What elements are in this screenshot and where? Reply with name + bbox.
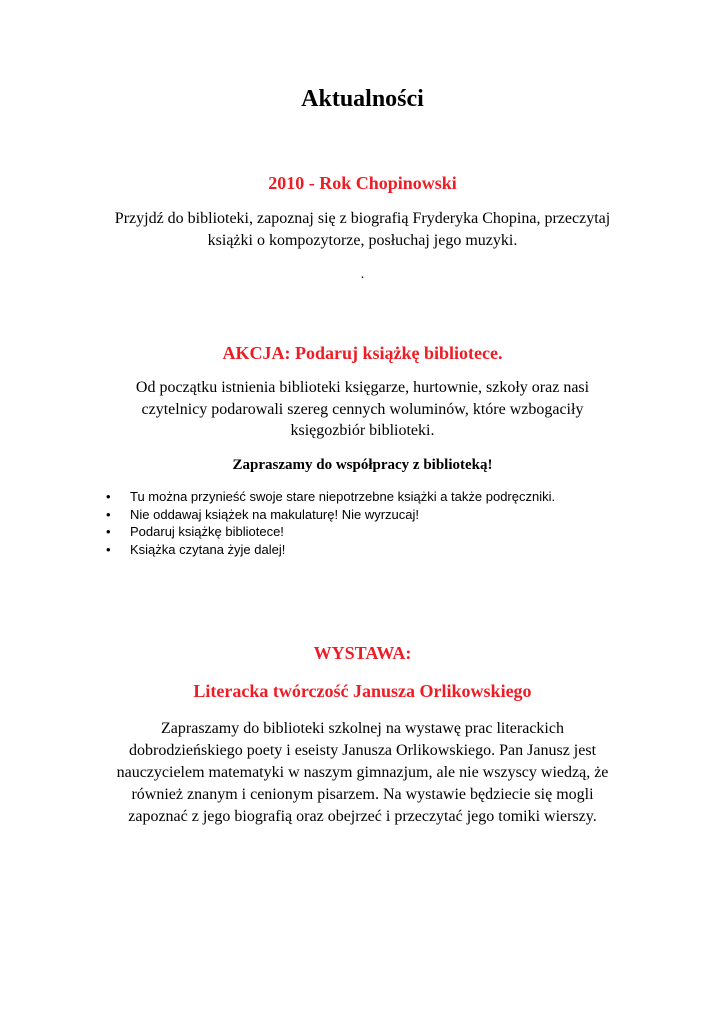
list-item-text: Nie oddawaj książek na makulaturę! Nie wyrzucaj! xyxy=(130,506,420,522)
list-item xyxy=(104,541,664,559)
list-item-text: Tu można przynieść swoje stare niepotrzebne książki a także podręczniki. xyxy=(130,489,556,504)
paragraph-line: Od początku istnienia biblioteki księgarze, hurtownie, szkoły oraz nasi xyxy=(135,379,590,396)
bullet-list xyxy=(104,488,664,558)
paragraph-line: księgozbiór biblioteki. xyxy=(290,422,435,439)
list-item-text: Książka czytana żyje dalej! xyxy=(130,541,286,557)
bullet-icon: • xyxy=(106,524,111,539)
list-item-text: Podaruj książkę bibliotece! xyxy=(130,524,284,539)
paragraph-line: Przyjdź do biblioteki, zapoznaj się z biografią Fryderyka Chopina, przeczytaj xyxy=(114,210,611,227)
paragraph-line: czytelnicy podarowali szereg cennych woluminów, które wzbogaciły xyxy=(141,401,584,418)
paragraph-line: dobrodzieńskiego poety i eseisty Janusza Orlikowskiego. Pan Janusz jest xyxy=(128,742,597,759)
paragraph-line: nauczycielem matematyki w naszym gimnazjum, ale nie wszyscy wiedzą, że xyxy=(116,764,609,781)
bullet-icon: • xyxy=(106,541,111,557)
paragraph-line: również znanym i cenionym pisarzem. Na wystawie będziecie się mogli xyxy=(131,786,594,803)
paragraph-line: Zapraszamy do biblioteki szkolnej na wystawę prac literackich xyxy=(161,720,564,737)
section-subheading-wystawa: Literacka twórczość Janusza Orlikowskiego xyxy=(193,681,532,701)
paragraph-line: zapoznać z jego biografią oraz obejrzeć i przeczytać jego tomiki wierszy. xyxy=(128,808,597,825)
section-heading-wystawa: WYSTAWA: xyxy=(313,643,412,663)
list-item xyxy=(104,488,664,506)
paragraph-line: książki o kompozytorze, posłuchaj jego muzyki. xyxy=(207,232,518,249)
bullet-icon: • xyxy=(106,506,111,522)
page-title: Aktualności xyxy=(301,86,424,112)
section-heading-chopin: 2010 - Rok Chopinowski xyxy=(268,173,457,193)
separator-dot: . xyxy=(360,267,365,282)
list-item xyxy=(104,506,664,524)
invitation-text: Zapraszamy do współpracy z biblioteką! xyxy=(232,457,493,473)
section-heading-akcja: AKCJA: Podaruj książkę bibliotece. xyxy=(222,343,503,363)
list-item xyxy=(104,523,664,541)
bullet-icon: • xyxy=(106,489,111,504)
